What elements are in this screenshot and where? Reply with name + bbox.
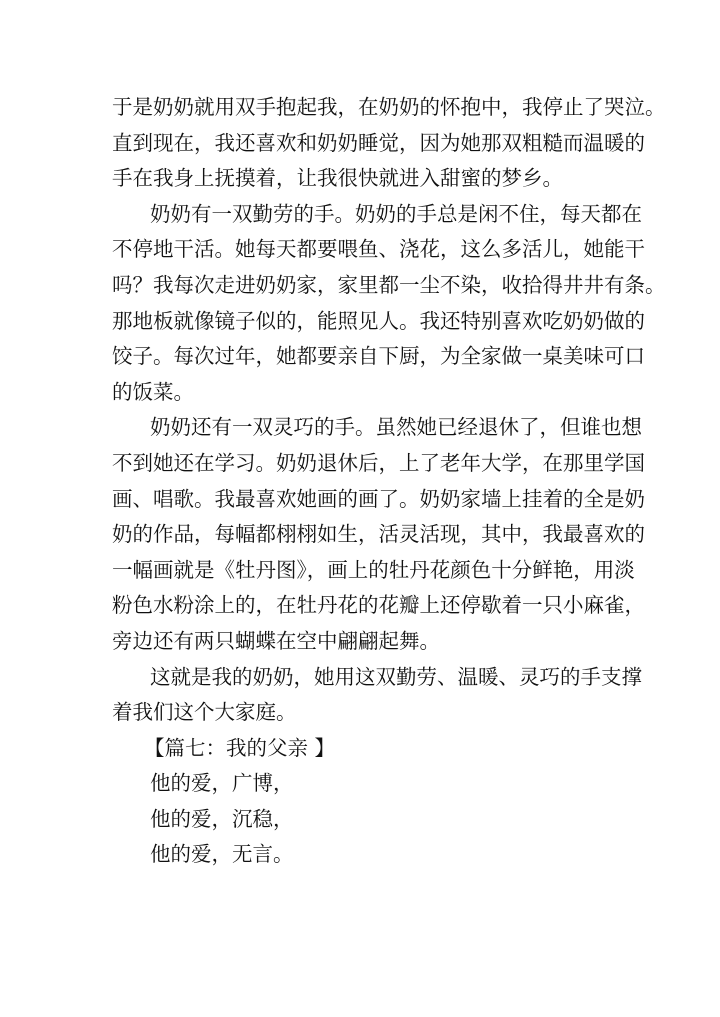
paragraph-line: 于是奶奶就用双手抱起我，在奶奶的怀抱中，我停止了哭泣。 [112, 95, 666, 119]
paragraph-line: 不停地干活。她每天都要喂鱼、浇花，这么多活儿，她能干 [112, 237, 645, 262]
paragraph-line: 这就是我的奶奶，她用这双勤劳、温暖、灵巧的手支撑 [150, 664, 642, 689]
document-body [112, 90, 666, 873]
paragraph-line: 不到她还在学习。奶奶退休后，上了老年大学，在那里学国 [112, 450, 645, 475]
paragraph-line: 奶的作品，每幅都栩栩如生，活灵活现，其中，我最喜欢的 [112, 522, 645, 547]
paragraph-line: 画、唱歌。我最喜欢她画的画了。奶奶家墙上挂着的全是奶 [112, 486, 645, 511]
paragraph-line: 旁边还有两只蝴蝶在空中翩翩起舞。 [112, 628, 440, 653]
paragraph-line: 手在我身上抚摸着，让我很快就进入甜蜜的梦乡。 [112, 166, 563, 191]
paragraph-line: 直到现在，我还喜欢和奶奶睡觉，因为她那双粗糙而温暖的 [112, 130, 645, 155]
poem-line: 他的爱，广博， [150, 771, 294, 796]
paragraph-line: 粉色水粉涂上的，在牡丹花的花瓣上还停歇着一只小麻雀， [112, 593, 645, 618]
paragraph-line: 饺子。每次过年，她都要亲自下厨，为全家做一桌美味可口 [112, 344, 645, 369]
poem-line: 他的爱，无言。 [150, 842, 294, 867]
paragraph-line: 那地板就像镜子似的，能照见人。我还特别喜欢吃奶奶做的 [112, 308, 645, 333]
poem-line: 他的爱，沉稳， [150, 806, 294, 831]
paragraph-line: 奶奶还有一双灵巧的手。虽然她已经退休了，但谁也想 [150, 415, 642, 440]
paragraph-line: 奶奶有一双勤劳的手。奶奶的手总是闲不住，每天都在 [150, 201, 642, 226]
paragraph-line: 一幅画就是《牡丹图》，画上的牡丹花颜色十分鲜艳，用淡 [112, 557, 635, 582]
paragraph-line: 着我们这个大家庭。 [112, 700, 297, 725]
paragraph-line: 吗？我每次走进奶奶家，家里都一尘不染，收拾得井井有条。 [112, 272, 666, 297]
section-heading: 【篇七：我的父亲 】 [144, 735, 336, 760]
paragraph-line: 的饭菜。 [112, 379, 194, 404]
